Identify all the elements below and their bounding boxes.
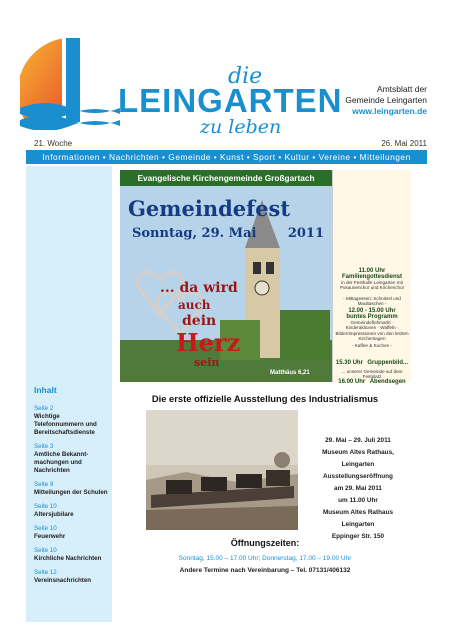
exhibition-detail-line: Leingarten <box>341 461 375 468</box>
schedule-sub: in der Festhalle Leingarten mit Posaunenchor und Kirchenchor <box>339 280 405 291</box>
toc-item[interactable] <box>34 569 110 585</box>
toc-label: Mitteilungen der Schulen <box>34 489 108 496</box>
toc-page: Seite 12 <box>34 569 57 576</box>
masthead-zu-leben: zu leben <box>200 116 282 138</box>
issue-meta <box>34 139 427 148</box>
amtsblatt-block <box>345 84 427 117</box>
issue-week: 21. Woche <box>34 139 73 148</box>
poster-slogan: Herz <box>176 328 241 357</box>
poster-slogan: ... da wird <box>160 280 238 296</box>
schedule-item <box>335 268 409 291</box>
poster-verse: Matthäus 6,21 <box>270 370 310 376</box>
toc-page: Seite 3 <box>34 443 54 450</box>
schedule-time: 11.00 Uhr <box>358 268 386 274</box>
exhibition-detail-line: um 11.00 Uhr <box>338 497 378 504</box>
schedule-item <box>335 308 409 342</box>
poster-title: Gemeindefest <box>128 196 291 221</box>
schedule-title: Gruppenbild... <box>367 360 409 366</box>
church-festival-poster <box>120 170 332 382</box>
toc-label: Feuerwehr <box>34 533 66 540</box>
toc-item[interactable] <box>34 481 110 497</box>
leingarten-logo-emblem <box>20 30 130 130</box>
brand-part-1: LEING <box>118 82 224 119</box>
table-of-contents <box>34 405 110 591</box>
masthead-brand <box>118 82 343 120</box>
schedule-sub: - Mittagessen: Schnitzel und Maultaschen - <box>343 296 401 307</box>
schedule-time: 12.00 - 15.00 Uhr <box>348 308 396 314</box>
toc-item[interactable] <box>34 547 110 563</box>
exhibition-detail-line: Leingarten <box>341 521 375 528</box>
opening-hours-line: Sonntag, 15.00 – 17.00 Uhr; Donnerstag, 17.00 – 19.00 Uhr <box>178 555 352 562</box>
toc-page: Seite 9 <box>34 481 54 488</box>
exhibition-detail-line: Ausstellungseröffnung <box>323 473 393 480</box>
exhibition-detail-line: Eppinger Str. 150 <box>331 533 385 540</box>
exhibition-detail-line: 29. Mai – 29. Juli 2011 <box>325 437 391 444</box>
website-link[interactable]: www.leingarten.de <box>352 106 427 116</box>
toc-page: Seite 10 <box>34 547 57 554</box>
poster-schedule <box>332 170 411 385</box>
schedule-title: Familiengottesdienst <box>341 274 402 280</box>
toc-item[interactable] <box>34 443 110 475</box>
schedule-item <box>335 370 409 388</box>
toc-item[interactable] <box>34 525 110 541</box>
masthead-die: die <box>228 64 263 89</box>
schedule-title: buntes Programm <box>346 314 398 320</box>
poster-slogan: auch <box>178 298 211 312</box>
schedule-item <box>335 343 409 348</box>
poster-slogan: sein <box>194 356 220 369</box>
exhibition-detail-line: Museum Altes Rathaus <box>322 509 394 516</box>
amtsblatt-line1: Amtsblatt der <box>376 84 427 94</box>
schedule-title: Abendsegen <box>369 379 406 385</box>
schedule-sub: ... unserer Gemeinde auf dem Festplatz <box>341 369 403 380</box>
exhibition-details <box>306 435 410 543</box>
toc-label: Altersjubilare <box>34 511 74 518</box>
category-navbar: Informationen • Nachrichten • Gemeinde • Kunst • Sport • Kultur • Vereine • Mitteilungen <box>26 150 427 164</box>
poster-slogan: dein <box>182 313 217 329</box>
issue-date: 26. Mai 2011 <box>381 139 427 148</box>
toc-label: Amtliche Bekannt-machungen und Nachrichten <box>34 451 89 474</box>
brand-part-2: ARTEN <box>223 82 343 119</box>
toc-label: Wichtige Telefonnummern und Bereitschaftsdienste <box>34 413 97 436</box>
poster-year: 2011 <box>287 226 324 241</box>
exhibition-detail-line: am 29. Mai 2011 <box>334 485 382 492</box>
sidebar-title: Inhalt <box>34 385 57 395</box>
poster-date: Sonntag, 29. Mai <box>132 226 257 241</box>
amtsblatt-line2: Gemeinde Leingarten <box>345 95 427 105</box>
opening-hours-title: Öffnungszeiten: <box>230 538 300 548</box>
exhibition-detail-line: Museum Altes Rathaus, <box>322 449 394 456</box>
toc-page: Seite 2 <box>34 405 54 412</box>
toc-page: Seite 10 <box>34 503 57 510</box>
schedule-time: 15.30 Uhr <box>335 360 363 366</box>
toc-item[interactable] <box>34 503 110 519</box>
appointment-line: Andere Termine nach Vereinbarung – Tel. 07131/406132 <box>179 567 351 574</box>
schedule-item <box>335 296 409 307</box>
poster-header: Evangelische Kirchengemeinde Großgartach <box>120 170 332 186</box>
toc-page: Seite 10 <box>34 525 57 532</box>
exhibition-title: Die erste offizielle Ausstellung des Industrialismus <box>151 393 379 404</box>
schedule-sub: - Kaffee & Kuchen - <box>351 343 392 348</box>
toc-label: Vereinsnachrichten <box>34 577 92 584</box>
schedule-sub: Gemeindeflohmarkt · Kinderaktionen · Waffeln · Bilder/Impressionen von den letzten Kirchentagen <box>335 320 409 342</box>
schedule-time: 16.00 Uhr <box>338 379 366 385</box>
industrial-train-painting <box>146 410 298 530</box>
toc-label: Kirchliche Nachrichten <box>34 555 102 562</box>
toc-item[interactable] <box>34 405 110 437</box>
